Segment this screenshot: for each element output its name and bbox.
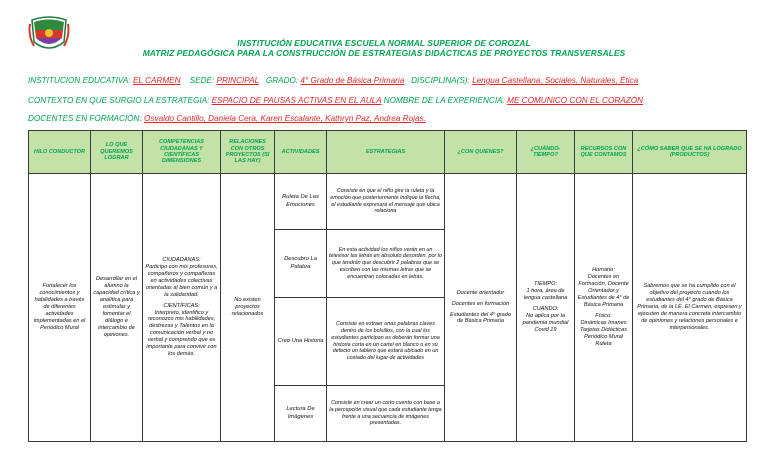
competencias-ciudadanas-title: CIUDADANAS: [162, 256, 201, 263]
context-label: CONTEXTO EN QUE SURGIO LA ESTRATEGIA: [28, 96, 210, 105]
competencias-cell [143, 174, 221, 442]
tiempo-text: 1 hora, área de lengua castellana [523, 288, 568, 302]
experience-name-value: ME COMUNICO CON EL CORAZÓN [507, 96, 643, 105]
estrategia-cell: Consiste en crear un corto cuento con base a la percepción visual que cada estudiante tenga frente a una secuencia de imágenes presentadas. [327, 386, 445, 442]
col-header-recursos: RECURSOS CON QUE CONTAMOS [575, 131, 633, 174]
col-header-estrategias: ESTRATEGIAS [327, 131, 445, 174]
disciplina-value: Lengua Castellana, Sociales, Naturales, Ética [472, 76, 639, 85]
tiempo-cell [517, 174, 575, 442]
experience-name-label: NOMBRE DE LA EXPERIENCIA: [383, 96, 505, 105]
context-value: ESPACIO DE PAUSAS ACTIVAS EN EL AULA [211, 96, 382, 105]
teachers-value: Osvaldo Cantillo, Daniela Cera, Karen Escalante, Kathryn Paz, Andrea Rojas. [144, 114, 426, 123]
cuando-text: No aplica por la pandemia mundial Covid 19 [522, 312, 569, 333]
competencias-ciudadanas-text: Participo con mis profesores, compañeros y compañeras en actividades colectivas orientadas al bien común y a la solidaridad. [145, 263, 218, 298]
col-header-actividades: ACTIVIDADES [275, 131, 327, 174]
relaciones-cell: No existen proyectos relacionados [221, 174, 275, 442]
col-header-competencias: COMPETENCIAS CIUDADANAS Y CIENTÍFICAS DIMENSIONES [143, 131, 221, 174]
recursos-humano-text: Docentes en Formación, Docente Orientador y Estudiantes de 4° de Básica Primaria [577, 274, 630, 308]
col-header-relaciones: RELACIONES CON OTROS PROYECTOS (SI LAS HAY) [221, 131, 275, 174]
institution-title: INSTITUCIÓN EDUCATIVA ESCUELA NORMAL SUPERIOR DE COROZAL [237, 38, 531, 48]
institution-label: INSTITUCION EDUCATIVA: [28, 76, 131, 85]
recursos-fisico-title: Físico: [595, 312, 612, 319]
actividad-cell: Ruleta De Las Emociones [275, 174, 327, 230]
estrategia-cell: Consiste en extraer unas palabras claves dentro de los bolsillos, con la cual los estudiantes participan es deberán formar una historia corta en un cartel en blanco o en su defecto un tablero que estará ubicado en un costado del lugar de actividades [327, 298, 445, 386]
actividad-cell: Descubro La Palabra [275, 230, 327, 298]
productos-cell: Sabremos que se ha cumplido con el objetivo del proyecto cuando los estudiantes del 4° grado de Básica Primaria, de la I.E. El Carmen, expresen y ejecuten de manera concreta intercambio de opiniones y relaciones personales e interpersonales. [633, 174, 747, 442]
competencias-cientificas-text: Interpreto, identifico y reconozco mis habilidades, destrezas y Talentos en la comunicación verbal y no verbal y comprendo que es importante para convivir con los demás. [146, 309, 217, 358]
col-header-tiempo: ¿CUÁNDO-TIEMPO? [517, 131, 575, 174]
sede-label: SEDE: [189, 76, 215, 85]
competencias-cientificas-title: CIENTÍFICAS: [163, 302, 200, 309]
estrategia-cell: Consiste en que el niño gire la ruleta y la emoción que posteriormente indique la flecha, el estudiante expresará el mensaje que ubica relaciona [327, 174, 445, 230]
cuando-title: CUANDO: [532, 306, 559, 312]
sede-value: PRINCIPAL [216, 76, 259, 85]
col-header-logro: LO QUE QUEREMOS LOGRAR [91, 131, 143, 174]
estrategia-cell: En esta actividad los niños verán en un televisor las letras en absoluto desorden, por lo que tendrán que descubrir 2 palabras que se escriben con las mismas letras que se encuentran colocadas en letras. [327, 230, 445, 298]
recursos-humano-title: Humano: [592, 267, 615, 274]
col-header-productos: ¿CÓMO SABER QUE SE HA LOGRADO (PRODUCTOS) [633, 131, 747, 174]
institution-value: EL CARMEN [132, 76, 181, 85]
col-header-hilo: HILO CONDUCTOR [29, 131, 91, 174]
matrix-title: MATRIZ PEDAGÓGICA PARA LA CONSTRUCCIÓN DE ESTRATEGIAS DIDÁCTICAS DE PROYECTOS TRANSVERSALES [142, 48, 626, 58]
recursos-cell [575, 174, 633, 442]
disciplina-label: DISCIPLINA(S): [411, 76, 470, 85]
actividad-cell: Lectura De Imágenes [275, 386, 327, 442]
grado-label: GRADO: [265, 76, 299, 85]
table-header-row [29, 131, 747, 174]
quienes-estudiantes: Estudiantes del 4° grado de Básica Primaria [449, 311, 511, 325]
col-header-quienes: ¿CON QUIENES? [445, 131, 517, 174]
hilo-conductor-cell: Fortalecer los conocimientos y habilidades a través de diferentes actividades implementadas en el Periódico Mural [29, 174, 91, 442]
grado-value: 4° Grado de Básica Primaria [300, 76, 405, 85]
tiempo-title: TIEMPO: [534, 281, 557, 288]
table-row [29, 174, 747, 230]
pedagogical-matrix-table [28, 130, 747, 442]
logro-cell: Desarrollar en el alumno la capacidad crítica y analítica para estimular y fomentar el diálogo e intercambio de opiniones. [91, 174, 143, 442]
info-line-teachers [28, 114, 426, 123]
quienes-docentes-formacion: Docentes en formación [451, 300, 510, 307]
info-line-context [28, 96, 643, 105]
teachers-label: DOCENTES EN FORMACIÓN: [28, 114, 142, 123]
quienes-docente: Docente orientador [456, 289, 505, 296]
recursos-fisico-text: Dinámicas Imanes Tarjetas Didácticas Periódico Mural Ruleta [579, 319, 628, 347]
info-line-institution [28, 76, 638, 85]
quienes-cell [445, 174, 517, 442]
actividad-cell: Creo Una Historia [275, 298, 327, 386]
